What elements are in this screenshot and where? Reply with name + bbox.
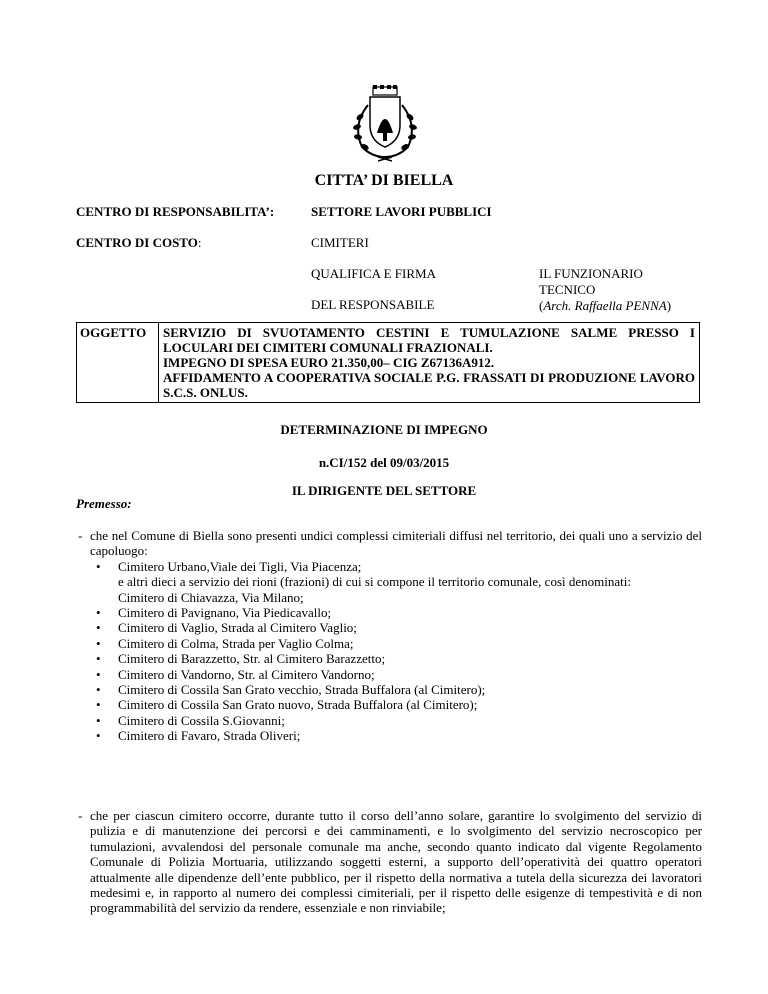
qualifica-line-1: QUALIFICA E FIRMA <box>311 266 436 281</box>
funzionario-line-2: TECNICO <box>539 282 596 297</box>
list-item-text: Cimitero di Cossila S.Giovanni; <box>118 712 285 728</box>
oggetto-line-3: AFFIDAMENTO A COOPERATIVA SOCIALE P.G. FRASSATI DI PRODUZIONE LAVORO S.C.S. ONLUS. <box>163 370 695 400</box>
city-coat-of-arms <box>340 85 430 165</box>
list-item-text: Cimitero di Favaro, Strada Oliveri; <box>118 728 301 744</box>
oggetto-text <box>159 323 699 402</box>
para2-dash: - <box>78 808 83 823</box>
list-item-text: Cimitero di Pavignano, Via Piedicavallo; <box>118 605 332 621</box>
para2-text: che per ciascun cimitero occorre, durante tutto il corso dell’anno solare, garantire lo svolgimento del servizio di pulizia e di manutenzione dei percorsi e dei camminamenti, e lo svolgimento del servizio necroscopico per tumulazioni, avvalendosi del personale comunale ma anche, secondo quanto indicato dal vigente Regolamento Comunale di Polizia Mortuaria, utilizzando soggetti esterni, a supporto dell’operatività dei quattro operatori attualmente alle dipendenze dell’ente pubblico, per il rispetto della normativa a tutela della sicurezza dei lavoratori medesimi e, in rapporto al numero dei complessi cimiteriali, per il rispetto delle esigenze di tempestività e di non programmabilità del servizio da rendere, essenziale e non rinviabile; <box>90 808 702 916</box>
funzionario-line-3 <box>539 298 671 314</box>
city-title: CITTA’ DI BIELLA <box>314 172 454 189</box>
list-item-text: Cimitero di Vaglio, Strada al Cimitero Vaglio; <box>118 620 357 636</box>
list-item-text: Cimitero di Barazzetto, Str. al Cimitero Barazzetto; <box>118 651 386 667</box>
oggetto-line-1: SERVIZIO DI SVUOTAMENTO CESTINI E TUMULAZIONE SALME PRESSO I LOCULARI DEI CIMITERI COMUNALI FRAZIONALI. <box>163 325 695 355</box>
para1-chiavazza: Cimitero di Chiavazza, Via Milano; <box>118 589 304 605</box>
list-item-text: Cimitero di Cossila San Grato nuovo, Strada Buffalora (al Cimitero); <box>118 697 478 713</box>
centro-resp-value: SETTORE LAVORI PUBBLICI <box>311 204 492 219</box>
centro-resp-label: CENTRO DI RESPONSABILITA’: <box>76 204 275 219</box>
para1-dash: - <box>78 528 83 543</box>
determinazione-number: n.CI/152 del 09/03/2015 <box>318 455 450 470</box>
dirigente-heading: IL DIRIGENTE DEL SETTORE <box>291 483 477 498</box>
centro-costo-label-wrap <box>76 235 201 251</box>
oggetto-box <box>76 322 700 403</box>
list-item: • Cimitero di Vaglio, Strada al Cimitero Vaglio; <box>96 620 357 636</box>
centro-costo-label: CENTRO DI COSTO <box>76 235 198 250</box>
oggetto-line-2: IMPEGNO DI SPESA EURO 21.350,00– CIG Z67136A912. <box>163 355 495 370</box>
list-item: • Cimitero di Pavignano, Via Piedicavallo; <box>96 605 332 621</box>
premesso-label: Premesso: <box>76 496 132 511</box>
list-item: • Cimitero di Vandorno, Str. al Cimitero Vandorno; <box>96 666 375 682</box>
funzionario-line-1: IL FUNZIONARIO <box>539 266 643 281</box>
determinazione-heading: DETERMINAZIONE DI IMPEGNO <box>280 422 488 437</box>
funzionario-paren-open: ( <box>539 298 544 313</box>
list-item-text: Cimitero di Vandorno, Str. al Cimitero Vandorno; <box>118 666 375 682</box>
list-item: • Cimitero Urbano,Viale dei Tigli, Via Piacenza; <box>96 558 362 574</box>
list-item: • Cimitero di Favaro, Strada Oliveri; <box>96 728 301 744</box>
list-item-text: Cimitero di Cossila San Grato vecchio, Strada Buffalora (al Cimitero); <box>118 682 486 698</box>
oggetto-label: OGGETTO <box>77 323 159 402</box>
para1 <box>90 528 702 744</box>
para1-intro: che nel Comune di Biella sono presenti undici complessi cimiteriali diffusi nel territorio, dei quali uno a servizio del capoluogo: <box>90 528 702 559</box>
para1-mid: e altri dieci a servizio dei rioni (frazioni) di cui si compone il territorio comunale, così denominati: <box>118 574 631 590</box>
list-item: • Cimitero di Cossila S.Giovanni; <box>96 712 285 728</box>
centro-costo-value: CIMITERI <box>311 235 369 250</box>
list-item: • Cimitero di Cossila San Grato vecchio, Strada Buffalora (al Cimitero); <box>96 682 486 698</box>
list-item-text: Cimitero Urbano,Viale dei Tigli, Via Piacenza; <box>118 558 362 574</box>
centro-costo-colon: : <box>197 235 202 250</box>
list-item: • Cimitero di Cossila San Grato nuovo, Strada Buffalora (al Cimitero); <box>96 697 478 713</box>
list-item: • Cimitero di Colma, Strada per Vaglio Colma; <box>96 635 354 651</box>
funzionario-name: Arch. Raffaella PENNA <box>543 298 667 313</box>
qualifica-line-2: DEL RESPONSABILE <box>311 297 435 312</box>
funzionario-paren-close: ) <box>666 298 672 313</box>
funzionario-block <box>539 266 671 314</box>
list-item-text: Cimitero di Colma, Strada per Vaglio Colma; <box>118 635 354 651</box>
list-item: • Cimitero di Barazzetto, Str. al Cimitero Barazzetto; <box>96 651 386 667</box>
